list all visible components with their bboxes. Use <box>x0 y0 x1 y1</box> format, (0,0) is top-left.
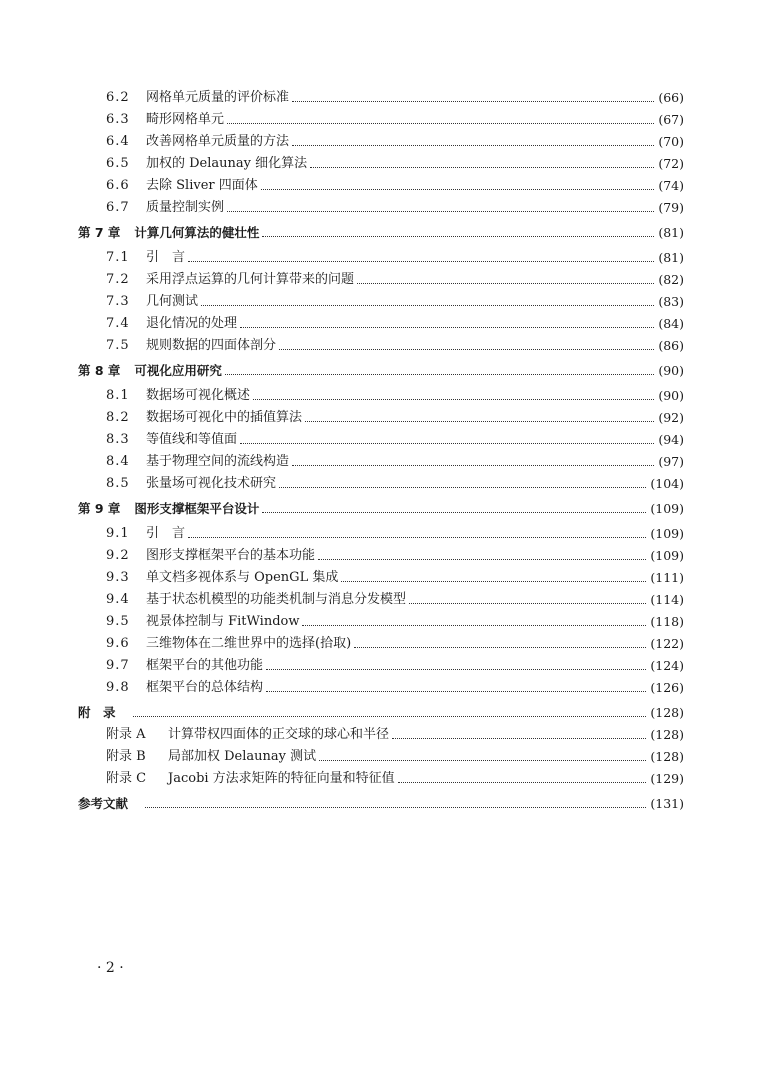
toc-dot-leader <box>227 123 654 124</box>
toc-dot-leader <box>225 374 654 375</box>
toc-entry-number: 6.5 <box>106 156 130 171</box>
toc-entry-number: 8.1 <box>106 388 130 403</box>
toc-entry-page: (83) <box>658 294 684 309</box>
toc-entry-title: 改善网格单元质量的方法 <box>146 134 290 149</box>
toc-entry-title: 引 言 <box>146 250 186 265</box>
toc-entry-title: 图形支撑框架平台设计 <box>134 501 260 516</box>
toc-entry-number: 8.3 <box>106 432 130 447</box>
toc-entry-chapter <box>78 356 684 379</box>
toc-entry-title: 可视化应用研究 <box>134 363 222 378</box>
toc-entry-number: 6.7 <box>106 200 130 215</box>
toc-entry-page: (84) <box>658 316 684 331</box>
toc-entry-page: (122) <box>650 636 684 651</box>
toc-entry-number: 7.2 <box>106 272 130 287</box>
toc-entry-page: (94) <box>658 432 684 447</box>
toc-dot-leader <box>240 327 654 328</box>
toc-entry-section <box>78 542 684 564</box>
toc-entry-number: 8.2 <box>106 410 130 425</box>
toc-entry-section <box>78 652 684 674</box>
toc-entry-page: (114) <box>650 592 684 607</box>
toc-entry-title: 基于状态机模型的功能类机制与消息分发模型 <box>146 592 407 607</box>
toc-entry-title: 畸形网格单元 <box>146 112 225 127</box>
toc-dot-leader <box>227 211 654 212</box>
toc-entry-title: 张量场可视化技术研究 <box>146 476 277 491</box>
toc-dot-leader <box>266 691 646 692</box>
toc-entry-section <box>78 244 684 266</box>
toc-entry-page: (81) <box>658 225 684 240</box>
toc-entry-page: (90) <box>658 363 684 378</box>
toc-entry-section <box>78 674 684 696</box>
toc-entry-page: (109) <box>650 501 684 516</box>
toc-entry-page: (70) <box>658 134 684 149</box>
toc-entry-number: 7.3 <box>106 294 130 309</box>
toc-entry-section <box>78 404 684 426</box>
toc-entry-section <box>78 520 684 542</box>
toc-dot-leader <box>279 349 654 350</box>
toc-entry-title: 计算带权四面体的正交球的球心和半径 <box>168 727 390 742</box>
toc-entry-number: 第 7 章 <box>78 225 121 240</box>
toc-entry-title: 框架平台的总体结构 <box>146 680 264 695</box>
toc-entry-number: 9.6 <box>106 636 130 651</box>
toc-entry-appendix <box>78 765 684 787</box>
toc-entry-number: 附录 C <box>106 771 147 786</box>
toc-entry-page: (66) <box>658 90 684 105</box>
toc-dot-leader <box>392 738 646 739</box>
toc-entry-number: 9.5 <box>106 614 130 629</box>
toc-dot-leader <box>133 716 647 717</box>
toc-entry-number: 9.4 <box>106 592 130 607</box>
toc-entry-section <box>78 172 684 194</box>
toc-dot-leader <box>354 647 646 648</box>
toc-entry-page: (90) <box>658 388 684 403</box>
toc-dot-leader <box>319 760 646 761</box>
toc-entry-number: 附 录 <box>78 705 116 720</box>
toc-entry-section <box>78 426 684 448</box>
toc-dot-leader <box>279 487 646 488</box>
toc-entry-chapter <box>78 218 684 241</box>
toc-entry-page: (74) <box>658 178 684 193</box>
toc-entry-number: 8.4 <box>106 454 130 469</box>
toc-dot-leader <box>188 261 654 262</box>
toc-entry-title: 框架平台的其他功能 <box>146 658 264 673</box>
toc-entry-title: 基于物理空间的流线构造 <box>146 454 290 469</box>
toc-dot-leader <box>240 443 654 444</box>
toc-entry-page: (109) <box>650 526 684 541</box>
toc-entry-section <box>78 128 684 150</box>
toc-entry-page: (128) <box>650 727 684 742</box>
toc-entry-chapter <box>78 698 684 721</box>
toc-entry-section <box>78 382 684 404</box>
toc-entry-page: (79) <box>658 200 684 215</box>
table-of-contents <box>78 84 684 812</box>
toc-entry-title: 网格单元质量的评价标准 <box>146 90 290 105</box>
toc-entry-title: 采用浮点运算的几何计算带来的问题 <box>146 272 355 287</box>
toc-dot-leader <box>292 145 654 146</box>
toc-entry-number: 8.5 <box>106 476 130 491</box>
toc-dot-leader <box>201 305 654 306</box>
toc-dot-leader <box>305 421 654 422</box>
toc-entry-page: (104) <box>650 476 684 491</box>
toc-entry-page: (131) <box>650 796 684 811</box>
toc-entry-page: (97) <box>658 454 684 469</box>
toc-dot-leader <box>292 465 654 466</box>
toc-dot-leader <box>310 167 654 168</box>
toc-entry-page: (86) <box>658 338 684 353</box>
toc-entry-title: 加权的 Delaunay 细化算法 <box>146 156 308 171</box>
toc-entry-title: 退化情况的处理 <box>146 316 238 331</box>
toc-dot-leader <box>409 603 646 604</box>
toc-dot-leader <box>266 669 646 670</box>
toc-dot-leader <box>145 807 646 808</box>
toc-entry-appendix <box>78 721 684 743</box>
toc-entry-number: 6.2 <box>106 90 130 105</box>
toc-entry-title: 几何测试 <box>146 294 199 309</box>
toc-entry-number: 6.3 <box>106 112 130 127</box>
toc-entry-title: 数据场可视化概述 <box>146 388 251 403</box>
toc-entry-page: (118) <box>650 614 684 629</box>
toc-dot-leader <box>262 236 654 237</box>
toc-entry-number: 第 8 章 <box>78 363 121 378</box>
toc-entry-page: (109) <box>650 548 684 563</box>
toc-entry-title: 图形支撑框架平台的基本功能 <box>146 548 316 563</box>
toc-dot-leader <box>262 512 646 513</box>
toc-entry-section <box>78 470 684 492</box>
toc-entry-page: (124) <box>650 658 684 673</box>
toc-dot-leader <box>357 283 654 284</box>
toc-entry-title: 数据场可视化中的插值算法 <box>146 410 303 425</box>
toc-entry-number: 6.6 <box>106 178 130 193</box>
toc-entry-section <box>78 630 684 652</box>
toc-entry-page: (72) <box>658 156 684 171</box>
toc-entry-title: 去除 Sliver 四面体 <box>146 178 258 193</box>
toc-entry-number: 7.4 <box>106 316 130 331</box>
toc-entry-number: 附录 A <box>106 727 146 742</box>
toc-entry-page: (126) <box>650 680 684 695</box>
toc-entry-page: (128) <box>650 749 684 764</box>
toc-dot-leader <box>398 782 647 783</box>
toc-entry-section <box>78 608 684 630</box>
toc-entry-title: 局部加权 Delaunay 测试 <box>168 749 317 764</box>
toc-dot-leader <box>302 625 646 626</box>
toc-entry-chapter <box>78 789 684 812</box>
toc-entry-page: (129) <box>650 771 684 786</box>
toc-entry-section <box>78 150 684 172</box>
page-number: · 2 · <box>97 960 124 976</box>
toc-entry-section <box>78 288 684 310</box>
toc-entry-title: 三维物体在二维世界中的选择(拾取) <box>146 636 352 651</box>
toc-entry-title: 规则数据的四面体剖分 <box>146 338 277 353</box>
toc-entry-appendix <box>78 743 684 765</box>
toc-entry-number: 6.4 <box>106 134 130 149</box>
toc-dot-leader <box>318 559 646 560</box>
toc-entry-page: (82) <box>658 272 684 287</box>
toc-entry-title: 等值线和等值面 <box>146 432 238 447</box>
toc-entry-section <box>78 448 684 470</box>
toc-entry-chapter <box>78 494 684 517</box>
toc-dot-leader <box>341 581 646 582</box>
toc-entry-title: 单文档多视体系与 OpenGL 集成 <box>146 570 339 585</box>
toc-dot-leader <box>261 189 655 190</box>
toc-entry-title: 质量控制实例 <box>146 200 225 215</box>
toc-entry-section <box>78 84 684 106</box>
toc-entry-page: (111) <box>650 570 684 585</box>
toc-entry-section <box>78 194 684 216</box>
toc-entry-number: 9.3 <box>106 570 130 585</box>
toc-entry-title: Jacobi 方法求矩阵的特征向量和特征值 <box>168 771 395 786</box>
toc-entry-page: (128) <box>650 705 684 720</box>
toc-entry-section <box>78 310 684 332</box>
toc-entry-number: 第 9 章 <box>78 501 121 516</box>
toc-entry-section <box>78 106 684 128</box>
toc-entry-number: 9.7 <box>106 658 130 673</box>
toc-entry-title: 计算几何算法的健壮性 <box>134 225 260 240</box>
toc-entry-number: 7.5 <box>106 338 130 353</box>
toc-dot-leader <box>253 399 654 400</box>
toc-entry-section <box>78 266 684 288</box>
toc-entry-number: 附录 B <box>106 749 146 764</box>
toc-entry-section <box>78 332 684 354</box>
toc-entry-number: 9.1 <box>106 526 130 541</box>
toc-dot-leader <box>292 101 654 102</box>
toc-entry-page: (81) <box>658 250 684 265</box>
toc-entry-title: 引 言 <box>146 526 186 541</box>
toc-entry-section <box>78 564 684 586</box>
toc-entry-page: (67) <box>658 112 684 127</box>
toc-entry-number: 9.8 <box>106 680 130 695</box>
toc-entry-number: 7.1 <box>106 250 130 265</box>
toc-entry-section <box>78 586 684 608</box>
toc-dot-leader <box>188 537 646 538</box>
toc-entry-page: (92) <box>658 410 684 425</box>
toc-entry-number: 9.2 <box>106 548 130 563</box>
toc-entry-title: 视景体控制与 FitWindow <box>146 614 300 629</box>
toc-entry-number: 参考文献 <box>78 796 129 811</box>
